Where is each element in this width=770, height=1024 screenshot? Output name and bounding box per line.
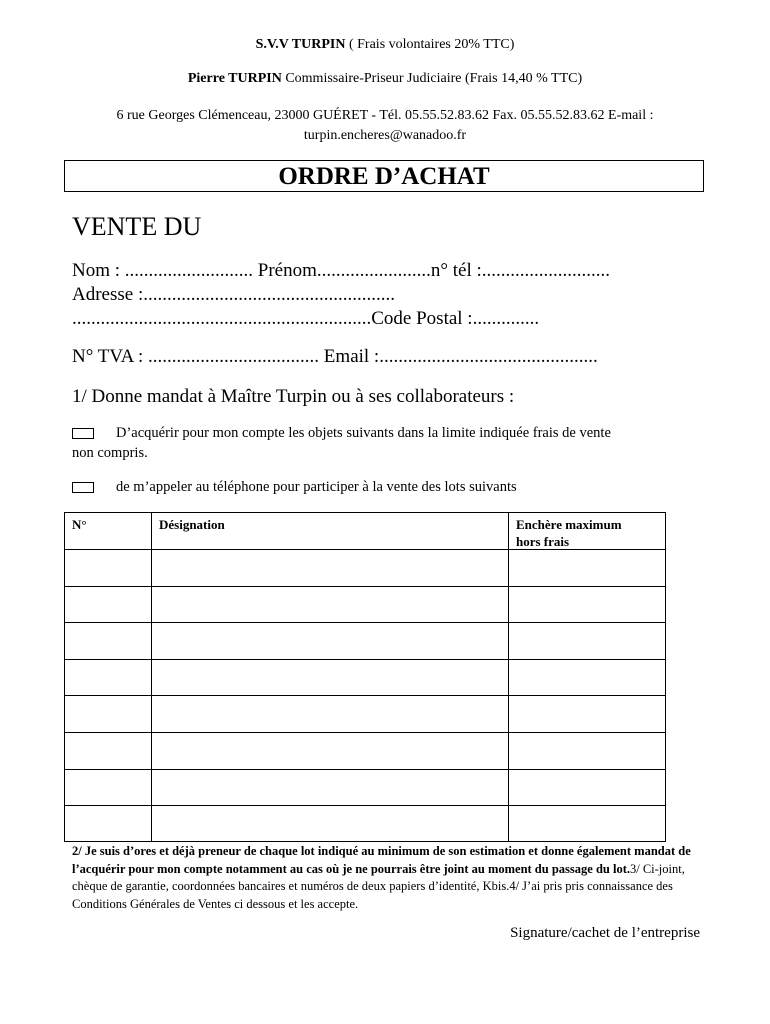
table-row-divider <box>65 695 665 696</box>
table-row-divider <box>65 622 665 623</box>
header-line-cp <box>0 71 770 87</box>
table-col-divider <box>151 513 152 841</box>
code-postal-field[interactable]: ...............................................................Code Postal :.............. <box>72 308 540 329</box>
page-title: ORDRE D’ACHAT <box>64 160 704 192</box>
table-row-divider <box>65 769 665 770</box>
table-col-divider <box>508 513 509 841</box>
checkbox-acquerir[interactable] <box>72 428 94 439</box>
footer-normal-text: 3/ Ci-joint, chèque de garantie, coordonnées bancaires et numéros de deux papiers d’identité, Kbis.4/ J’ai pris pris connaissance des Conditions Générales de Ventes ci dessous et les accepte. <box>72 861 685 911</box>
mandat-statement: 1/ Donne mandat à Maître Turpin ou à ses collaborateurs : <box>72 386 515 407</box>
table-header-number: N° <box>72 517 87 532</box>
signature-label: Signature/cachet de l’entreprise <box>510 925 700 941</box>
adresse-field[interactable]: Adresse :..................................................... <box>72 284 395 305</box>
table-row-divider <box>65 659 665 660</box>
cp-title: Commissaire-Priseur Judiciaire (Frais 14,40 % TTC) <box>281 71 583 86</box>
footer-bold-text: 2/ Je suis d’ores et déjà preneur de chaque lot indiqué au minimum de son estimation et donne également mandat de l’acquérir pour mon compte notamment au cas où je ne pourrais être joint au moment du passage du lot. <box>72 844 691 876</box>
nom-prenom-tel-field[interactable]: Nom : ........................... Prénom........................n° tél :........................... <box>72 260 611 281</box>
table-header-designation: Désignation <box>159 517 225 532</box>
option-acquerir-line1: D’acquérir pour mon compte les objets suivants dans la limite indiquée frais de vente <box>116 425 611 441</box>
footer-conditions <box>72 843 700 913</box>
cp-name: Pierre TURPIN <box>187 71 282 86</box>
table-header-enchere-line2: hors frais <box>516 534 570 549</box>
checkbox-telephone[interactable] <box>72 482 94 493</box>
header-address: 6 rue Georges Clémenceau, 23000 GUÉRET - Tél. 05.55.52.83.62 Fax. 05.55.52.83.62 E-mail : turpin.encheres@wanadoo.fr <box>116 108 654 143</box>
table-row-divider <box>65 586 665 587</box>
vente-du-label: VENTE DU <box>72 212 202 241</box>
lots-table <box>64 512 666 842</box>
table-row-divider <box>65 732 665 733</box>
svv-fees: ( Frais volontaires 20% TTC) <box>345 37 515 52</box>
header-line-svv <box>0 37 770 53</box>
tva-email-field[interactable]: N° TVA : .................................... Email :.............................................. <box>72 346 598 367</box>
svv-name: S.V.V TURPIN <box>255 37 346 52</box>
table-header-enchere <box>516 516 622 550</box>
option-telephone: de m’appeler au téléphone pour participer à la vente des lots suivants <box>116 479 517 495</box>
table-header-enchere-line1: Enchère maximum <box>516 517 622 532</box>
table-row-divider <box>65 805 665 806</box>
option-acquerir-line2: non compris. <box>72 445 148 461</box>
